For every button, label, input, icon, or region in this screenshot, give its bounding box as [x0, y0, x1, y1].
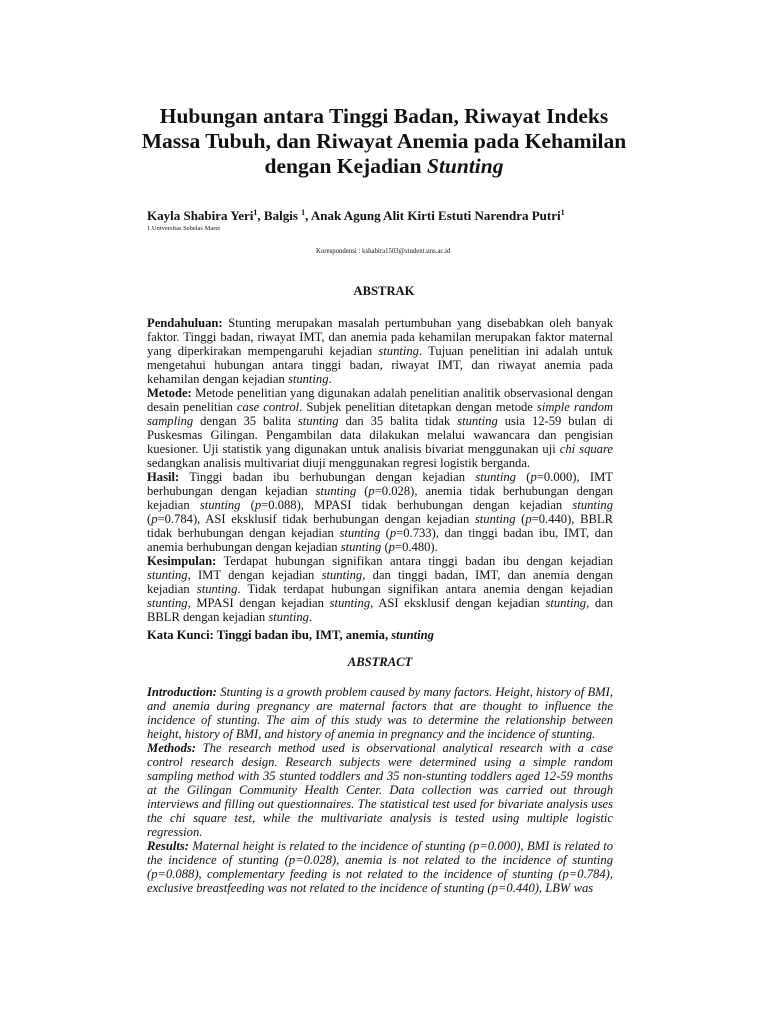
italic-term: p	[530, 470, 537, 484]
text-run: Tinggi badan ibu berhubungan dengan kejadian	[179, 470, 476, 484]
text-run: , MPASI dengan kejadian	[187, 596, 330, 610]
italic-term: stunting	[297, 414, 339, 428]
affiliation-marker: 1	[560, 208, 565, 217]
text-run: Massa Tubuh, dan Riwayat Anemia pada Kehamilan	[141, 129, 627, 153]
bold-label: Pendahuluan:	[147, 316, 223, 330]
bold-label: Results:	[147, 839, 189, 853]
bold-label: Kesimpulan:	[147, 554, 217, 568]
italic-term: stunting	[147, 596, 188, 610]
text-run: , dan tinggi badan, IMT, dan anemia dengan kejadian	[147, 568, 614, 596]
text-run: , Anak Agung Alit Kirti Estuti Narendra Putri	[305, 208, 561, 223]
text-run: (	[381, 540, 389, 554]
abstrak-metode	[147, 386, 613, 470]
text-run: , IMT dengan kejadian	[187, 568, 322, 582]
title-line	[0, 154, 768, 179]
keywords	[147, 628, 613, 642]
text-run: , Balgis	[257, 208, 302, 223]
italic-term: stunting	[321, 568, 363, 582]
text-run: (	[380, 526, 390, 540]
text-run: Kayla Shabira Yeri	[147, 208, 254, 223]
italic-term: p	[525, 512, 532, 526]
text-run: .	[308, 610, 313, 624]
text-run: =0.440), BBLR tidak berhubungan dengan kejadian	[147, 512, 613, 540]
bold-label: stunting	[391, 628, 434, 642]
italic-term: stunting	[474, 512, 516, 526]
text-run: (	[356, 484, 369, 498]
italic-term: stunting	[340, 540, 382, 554]
affiliation-marker: 1	[253, 208, 258, 217]
text-run: Stunting merupakan masalah pertumbuhan yang disebabkan oleh banyak faktor. Tinggi badan, riwayat IMT, dan anemia pada kehamilan merupakan faktor maternal yang diperkirakan mempengaruhi kejadian	[147, 316, 613, 358]
text-run: =0.028), anemia tidak berhubungan dengan kejadian	[147, 484, 613, 512]
bold-label: Kata Kunci: Tinggi badan ibu, IMT, anemia,	[147, 628, 392, 642]
text-run: . Tujuan penelitian ini adalah untuk mengetahui hubungan antara tinggi badan, riwayat IMT, dan riwayat anemia pada kehamilan dengan kejadian	[147, 344, 613, 386]
italic-term: stunting	[339, 526, 381, 540]
bold-label: Methods:	[147, 741, 196, 755]
correspondence-email: Korespondensi : kshabira1503@student.uns.ac.id	[316, 248, 451, 255]
text-run: . Tidak terdapat hubungan signifikan antara anemia dengan kejadian	[237, 582, 613, 596]
italic-term: p	[388, 540, 395, 554]
text-run: =0.733), dan tinggi badan ibu, IMT, dan anemia berhubungan dengan kejadian	[147, 526, 613, 554]
italic-term: p	[151, 512, 158, 526]
abstrak-kesimpulan	[147, 554, 613, 624]
title-line	[0, 129, 768, 154]
italic-term: stunting	[572, 498, 614, 512]
text-run: Hubungan antara Tinggi Badan, Riwayat Indeks	[159, 104, 609, 128]
text-run: =0.000), IMT berhubungan dengan kejadian	[147, 470, 613, 498]
text-run: dengan Kejadian	[264, 154, 427, 178]
text-run: .	[328, 372, 332, 386]
text-run: =0.088), MPASI tidak berhubungan dengan kejadian	[261, 498, 573, 512]
abstract-introduction	[147, 685, 613, 741]
bold-label: Introduction:	[147, 685, 217, 699]
abstrak-hasil	[147, 470, 613, 554]
text-run: dan 35 balita tidak	[338, 414, 458, 428]
italic-term: stunting	[268, 610, 309, 624]
text-run: =0.480).	[394, 540, 438, 554]
italic-term: p	[254, 498, 262, 512]
italic-term: chi square	[559, 442, 613, 456]
italic-term: stunting	[287, 372, 329, 386]
affiliation: 1.Universitas Sebelas Maret	[147, 225, 221, 232]
abstract-methods	[147, 741, 613, 839]
abstrak-heading: ABSTRAK	[353, 284, 415, 298]
text-run: . Subjek penelitian ditetapkan dengan metode	[299, 400, 537, 414]
abstract-body	[147, 316, 613, 895]
italic-term: stunting	[329, 596, 371, 610]
text-run: , ASI eksklusif dengan kejadian	[370, 596, 546, 610]
text-run: =0.784), ASI eksklusif tidak berhubungan dengan kejadian	[157, 512, 475, 526]
text-run: Maternal height is related to the incidence of stunting (p=0.000), BMI is related to the incidence of stunting (p=0.028), anemia is not related to the incidence of stunting (p=0.088), complementary feeding is not related to the incidence of stunting (p=0.784), exclusive breastfeeding was not related to the incidence of stunting (p=0.440), LBW was	[147, 839, 613, 895]
italic-term: Stunting	[426, 154, 504, 178]
text-run: dengan 35 balita	[193, 414, 298, 428]
text-run: sedangkan analisis multivariat diuji menggunakan regresi logistik berganda.	[147, 456, 531, 470]
affiliation-marker: 1	[301, 208, 306, 217]
italic-term: p	[368, 484, 375, 498]
abstract-heading: ABSTRACT	[347, 655, 413, 669]
title-line	[0, 104, 768, 129]
abstrak-pendahuluan	[147, 316, 613, 386]
italic-term: stunting	[475, 470, 516, 484]
text-run: Stunting is a growth problem caused by many factors. Height, history of BMI, and anemia during pregnancy are maternal factors that are thought to influence the incidence of stunting. The aim of this study was to determine the relationship between height, history of BMI, and history of anemia in pregnancy and the incidence of stunting.	[147, 685, 613, 741]
italic-term: stunting	[457, 414, 498, 428]
bold-label: Hasil:	[147, 470, 180, 484]
italic-term: stunting	[315, 484, 357, 498]
italic-term: p	[389, 526, 397, 540]
bold-label: Metode:	[147, 386, 192, 400]
english-abstract	[147, 685, 613, 895]
italic-term: stunting	[199, 498, 241, 512]
text-run: (	[515, 512, 526, 526]
text-run: usia 12-59 bulan di Puskesmas Gilingan. Pengambilan data dilakukan melalui wawancara dan pengisian kuesioner. Uji statistik yang digunakan untuk analisis bivariat menggunakan uji	[147, 414, 613, 456]
author-list	[147, 208, 647, 224]
italic-term: stunting	[196, 582, 238, 596]
italic-term: simple random sampling	[147, 400, 613, 428]
text-run: Metode penelitian yang digunakan adalah penelitian analitik observasional dengan desain penelitian	[147, 386, 613, 414]
text-run: (	[240, 498, 255, 512]
italic-term: stunting	[378, 344, 419, 358]
italic-term: case control	[236, 400, 300, 414]
text-run: (	[147, 512, 152, 526]
text-run: , dan BBLR dengan kejadian	[147, 596, 614, 624]
text-run: Terdapat hubungan signifikan antara tinggi badan ibu dengan kejadian	[216, 554, 613, 568]
paper-title	[0, 104, 768, 179]
text-run: The research method used is observational analytical research with a case control research design. Research subjects were determined using a simple random sampling method with 35 stunted toddlers and 35 non-stunting toddlers aged 12-59 months at the Gilingan Community Health Center. Data collection was carried out through interviews and filling out questionnaires. The statistical test used for bivariate analysis uses the chi square test, while the multivariate analysis is tested using multiple logistic regression.	[147, 741, 613, 839]
text-run: (	[515, 470, 531, 484]
abstract-results	[147, 839, 613, 895]
italic-term: stunting	[545, 596, 587, 610]
italic-term: stunting	[147, 568, 188, 582]
